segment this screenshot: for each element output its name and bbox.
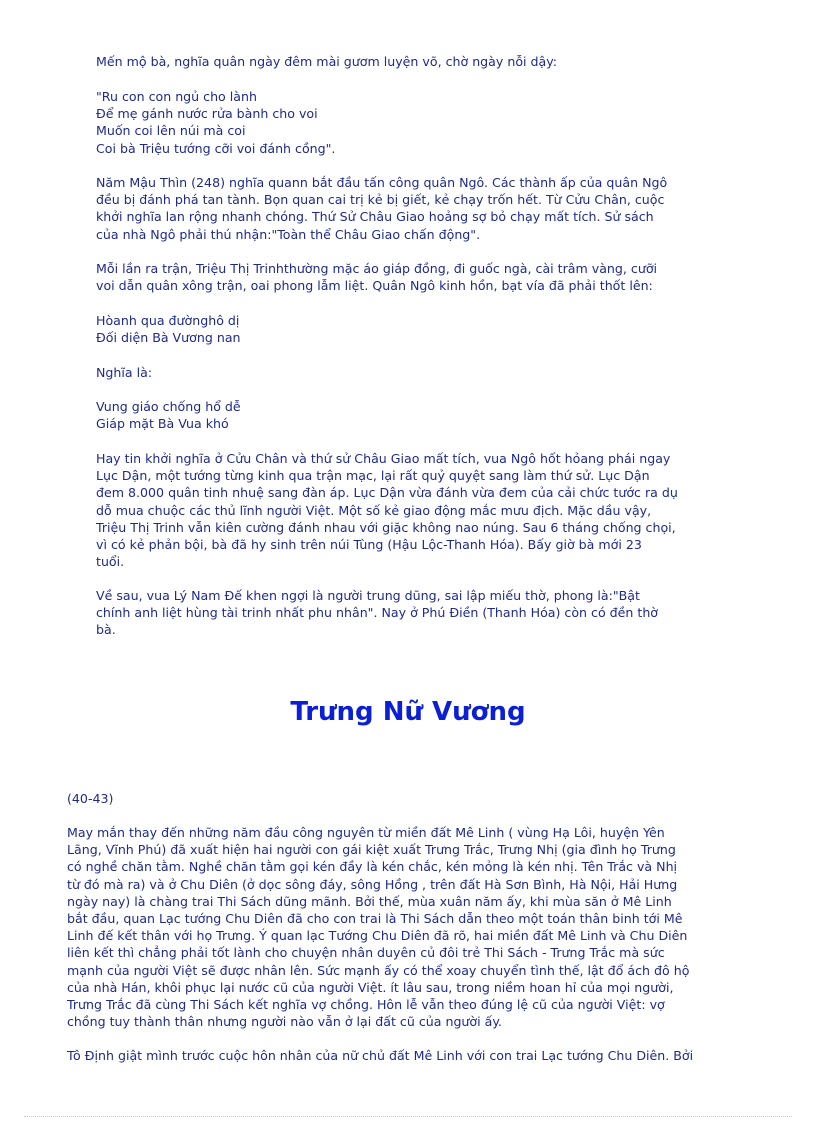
paragraph-line: chồng tuy thành thân nhưng người nào vẫn ở lại đất cũ của người ấy. (67, 1014, 503, 1030)
paragraph-line: khởi nghĩa lan rộng nhanh chóng. Thứ Sử Châu Giao hoảng sợ bỏ chạy mất tích. Sử sách (96, 209, 654, 225)
poem-line: "Ru con con ngủ cho lành (96, 89, 257, 104)
paragraph-line: bà. (96, 622, 116, 638)
to-dinh-paragraph (67, 1047, 757, 1064)
translated-verse (96, 398, 736, 432)
paragraph-line: Năm Mậu Thìn (248) nghĩa quann bắt đầu tấn công quân Ngô. Các thành ấp của quân Ngô (96, 175, 668, 190)
verse-line: Giáp mặt Bà Vua khó (96, 416, 229, 432)
paragraph-line: đem 8.000 quân tinh nhuệ sang đàn áp. Lục Dận vừa đánh vừa đem của cải chức tước ra dụ (96, 485, 678, 501)
poem-line: Coi bà Triệu tướng cỡi voi đánh cồng". (96, 140, 336, 156)
section-title: Trưng Nữ Vương (290, 697, 526, 727)
paragraph-line: liên kết thì chẳng phải tốt lành cho chuyện nhân duyên củ đôi trẻ Thi Sách - Trưng Trắc mà sức (67, 945, 665, 961)
poem-line: Muốn coi lên núi mà coi (96, 123, 246, 139)
battle-paragraph (96, 260, 736, 294)
paragraph-line: Mỗi lần ra trận, Triệu Thị Trinhthường mặc áo giáp đồng, đi guốc ngà, cài trâm vàng, cưỡi (96, 261, 658, 276)
paragraph-line: của nhà Hán, khôi phục lại nước cũ của người Việt. ít lâu sau, trong niềm hoan hỉ của mọi người, (67, 979, 674, 995)
paragraph-line: dỗ mua chuộc các thủ lĩnh người Việt. Một số kẻ giao động mắc mưu địch. Mặc dầu vậy, (96, 502, 652, 518)
paragraph-line: Về sau, vua Lý Nam Đế khen ngợi là người trung dũng, sai lập miếu thờ, phong là:"Bật (96, 588, 640, 603)
paragraph-line: chính anh liệt hùng tài trinh nhất phu nhân". Nay ở Phú Điền (Thanh Hóa) còn có đền thờ (96, 605, 659, 621)
luc-dan-paragraph (96, 450, 736, 570)
legacy-paragraph (96, 587, 736, 639)
page-bottom-divider (24, 1116, 792, 1117)
paragraph-line: May mắn thay đến những năm đầu công nguyên từ miền đất Mê Linh ( vùng Hạ Lôi, huyện Yên (67, 825, 665, 840)
paragraph-line: Lục Dận, một tướng từng kinh qua trận mạc, lại rất quỷ quyệt sang làm thứ sử. Lục Dận (96, 468, 650, 484)
paragraph-line: ngày nay) là chàng trai Thi Sách dũng mãnh. Bởi thế, mùa xuân năm ấy, khi mùa săn ở Mê Linh (67, 893, 672, 909)
paragraph-line: mạnh của người Việt sẽ được nhân lên. Sức mạnh ấy có thể xoay chuyển tình thế, lật đổ ách đô hộ (67, 962, 690, 978)
paragraph-line: Trưng Trắc đã cùng Thi Sách kết nghĩa vợ chồng. Hôn lễ vẫn theo đúng lệ cũ của người Việt: vợ (67, 997, 665, 1013)
uprising-paragraph (96, 174, 736, 243)
paragraph-line: Hay tin khởi nghĩa ở Cửu Chân và thứ sử Châu Giao mất tích, vua Ngô hốt hỏang phái ngay (96, 451, 671, 466)
intro-paragraph: Mến mộ bà, nghĩa quân ngày đêm mài gươm luyện võ, chờ ngày nỗi dậy: (96, 54, 558, 69)
verse-line: Hòanh qua đườnghô dị (96, 313, 240, 328)
paragraph-line: có nghề chăn tằm. Nghề chăn tằm gọi kén đầy là kén chắc, kén mỏng là kén nhị. Tên Trắc và Nhị (67, 859, 678, 875)
trung-sisters-paragraph (67, 824, 757, 1030)
paragraph-line: voi dẫn quân xông trận, oai phong lẫm liệt. Quân Ngô kinh hồn, bạt vía đã phải thốt lên: (96, 278, 653, 294)
paragraph-line: của nhà Ngô phải thú nhận:"Toàn thể Châu Giao chấn động". (96, 226, 481, 242)
meaning-label: Nghĩa là: (96, 365, 153, 380)
paragraph-line: bắt đầu, quan Lạc tướng Chu Diên đã cho con trai là Thi Sách dẫn theo một toán thân binh tới Mê (67, 911, 683, 927)
paragraph-line: Lãng, Vĩnh Phú) đã xuất hiện hai người con gái kiệt xuất Trưng Trắc, Trưng Nhị (gia đình họ Trưng (67, 842, 676, 858)
chinese-verse (96, 312, 736, 346)
paragraph-line: Tô Định giật mình trước cuộc hôn nhân của nữ chủ đất Mê Linh với con trai Lạc tướng Chu Diên. Bởi (67, 1048, 694, 1063)
paragraph-line: vì có kẻ phản bội, bà đã hy sinh trên núi Tùng (Hậu Lộc-Thanh Hóa). Bấy giờ bà mới 23 (96, 537, 642, 553)
verse-line: Đối diện Bà Vương nan (96, 330, 241, 346)
paragraph-line: đều bị đánh phá tan tành. Bọn quan cai trị kẻ bị giết, kẻ chạy trốn hết. Từ Cửu Chân, cuộc (96, 192, 665, 208)
paragraph-line: từ đó mà ra) và ở Chu Diên (ở dọc sông đáy, sông Hồng , trên đất Hà Sơn Bình, Hà Nội, Hải Hưng (67, 876, 678, 892)
paragraph-line: tuổi. (96, 554, 125, 570)
folk-poem (96, 88, 736, 157)
years-label: (40-43) (67, 791, 114, 806)
paragraph-line: Linh đế kết thân với họ Trưng. Ý quan lạc Tướng Chu Diên đã rõ, hai miền đất Mê Linh và Chu Diên (67, 928, 688, 944)
poem-line: Để mẹ gánh nước rửa bành cho voi (96, 106, 318, 122)
paragraph-line: Triệu Thị Trinh vẫn kiên cường đánh nhau với giặc không nao núng. Sau 6 tháng chống chọi, (96, 519, 676, 535)
verse-line: Vung giáo chống hổ dễ (96, 399, 241, 414)
